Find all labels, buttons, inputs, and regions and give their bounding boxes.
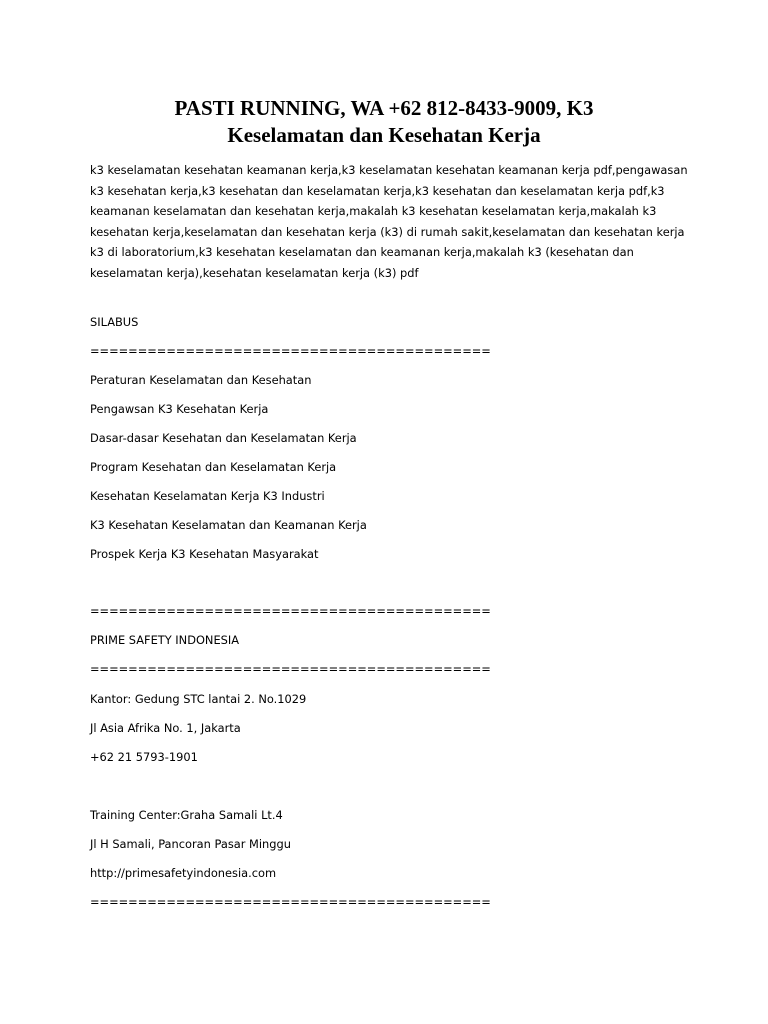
keyword-line: k3 kesehatan kerja,k3 kesehatan dan keselamatan kerja,k3 kesehatan dan keselamatan kerja pdf,k3 — [90, 183, 665, 198]
silabus-item-7: Prospek Kerja K3 Kesehatan Masyarakat — [90, 547, 319, 561]
training-street: Jl H Samali, Pancoran Pasar Minggu — [90, 837, 291, 851]
training-center: Training Center:Graha Samali Lt.4 — [90, 808, 283, 822]
company-divider-bottom: ========================================== — [90, 895, 491, 909]
office-address: Kantor: Gedung STC lantai 2. No.1029 — [90, 692, 307, 706]
office-phone: +62 21 5793-1901 — [90, 750, 198, 764]
silabus-item-2: Pengawsan K3 Kesehatan Kerja — [90, 402, 269, 416]
document-title-line-2: Keselamatan dan Kesehatan Kerja — [227, 123, 541, 147]
keyword-line: keamanan keselamatan dan kesehatan kerja,makalah k3 kesehatan keselamatan kerja,makalah k3 — [90, 204, 657, 218]
document-title-line-1: PASTI RUNNING, WA +62 812-8433-9009, K3 — [174, 96, 594, 120]
keyword-line: k3 di laboratorium,k3 kesehatan keselamatan dan keamanan kerja,makalah k3 (kesehatan dan — [90, 245, 634, 259]
keyword-line: k3 keselamatan kesehatan keamanan kerja,k3 keselamatan kesehatan keamanan kerja pdf,pengawasan — [90, 163, 688, 177]
keyword-paragraph — [90, 160, 690, 283]
silabus-heading: SILABUS — [90, 315, 139, 329]
website-link[interactable]: http://primesafetyindonesia.com — [90, 866, 277, 880]
silabus-item-5: Kesehatan Keselamatan Kerja K3 Industri — [90, 489, 325, 503]
silabus-item-4: Program Kesehatan dan Keselamatan Kerja — [90, 460, 337, 474]
silabus-item-6: K3 Kesehatan Keselamatan dan Keamanan Kerja — [90, 518, 367, 532]
company-name: PRIME SAFETY INDONESIA — [90, 633, 240, 647]
company-divider-top: ========================================== — [90, 604, 491, 618]
silabus-item-1: Peraturan Keselamatan dan Kesehatan — [90, 373, 312, 387]
silabus-item-3: Dasar-dasar Kesehatan dan Keselamatan Kerja — [90, 431, 357, 445]
silabus-divider: ========================================== — [90, 344, 491, 358]
office-street: Jl Asia Afrika No. 1, Jakarta — [90, 721, 241, 735]
keyword-line: kesehatan kerja,keselamatan dan kesehatan kerja (k3) di rumah sakit,keselamatan dan kesehatan kerja — [90, 224, 685, 239]
company-divider-mid: ========================================== — [90, 662, 491, 676]
keyword-line: keselamatan kerja),kesehatan keselamatan kerja (k3) pdf — [90, 265, 419, 280]
